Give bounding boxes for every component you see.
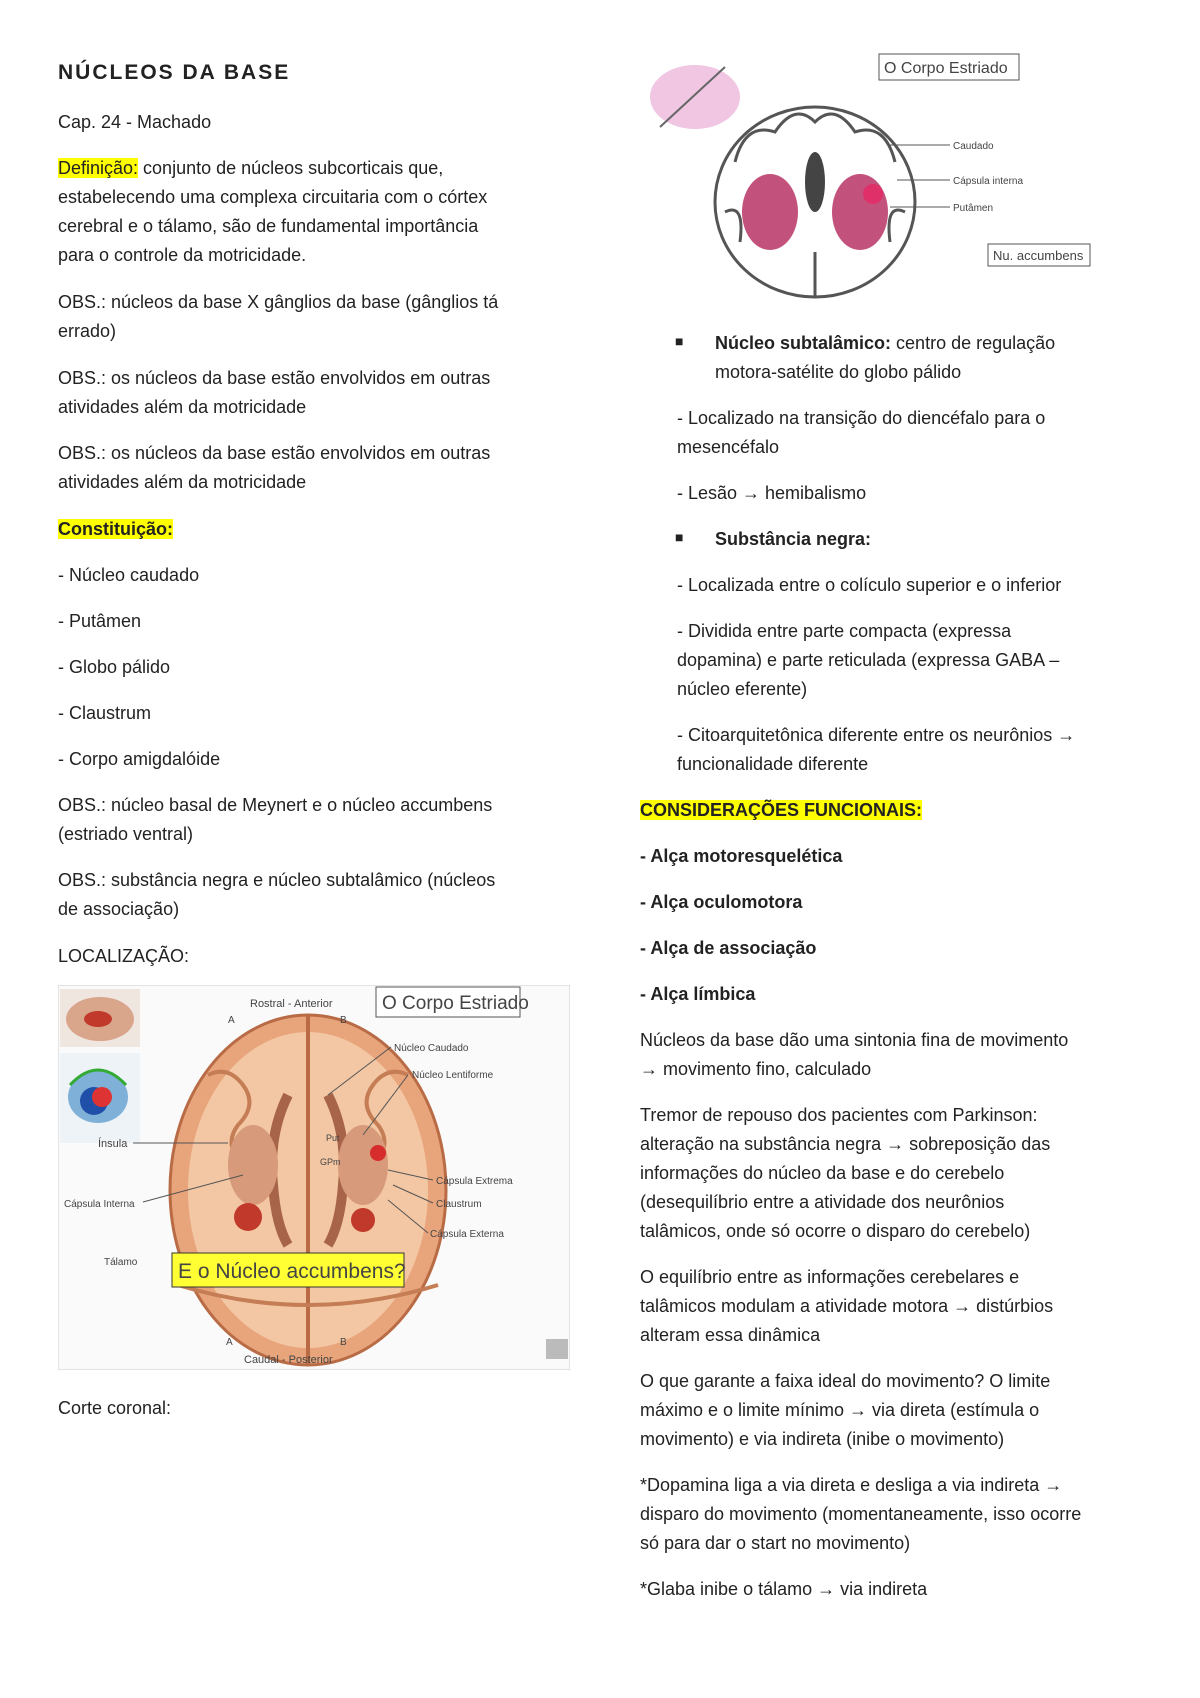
constitution-label: Constituição: (58, 519, 173, 539)
brain-axial-illustration (58, 985, 570, 1370)
obs-line: atividades além da motricidade (58, 472, 307, 492)
definition-label: Definição: (58, 158, 139, 178)
list-item: - Claustrum (58, 703, 152, 723)
paragraph-line: só para dar o start no movimento) (640, 1533, 911, 1553)
subtalamic-text: centro de regulação (891, 333, 1056, 353)
paragraph-line: movimento) e via indireta (inibe o movimento) (640, 1429, 1005, 1449)
figure1-banner: E o Núcleo accumbens? (178, 1260, 406, 1283)
substancia-label: Substância negra: (715, 529, 872, 549)
paragraph-line: O que garante a faixa ideal do movimento? O limite (640, 1371, 1051, 1391)
paragraph-line: O equilíbrio entre as informações cerebelares e (640, 1267, 1020, 1287)
definition-line: cerebral e o tálamo, são de fundamental importância (58, 216, 479, 236)
obs-line: OBS.: núcleos da base X gânglios da base (gânglios tá (58, 292, 499, 312)
paragraph-line: talâmicos modulam a atividade motora → distúrbios (640, 1296, 1054, 1316)
figure1-claustrum: Claustrum (436, 1199, 482, 1210)
figure1-nucleo-caudado: Núcleo Caudado (394, 1043, 469, 1054)
substancia-cito: - Citoarquitetônica diferente entre os neurônios → (677, 725, 1076, 745)
paragraph-line: talâmicos, onde só ocorre o disparo do cerebelo) (640, 1221, 1031, 1241)
square-bullet-icon: ■ (675, 333, 684, 349)
definition-line: estabelecendo uma complexa circuitaria com o córtex (58, 187, 488, 207)
figure1-nucleo-lentiforme: Núcleo Lentiforme (412, 1070, 494, 1081)
figure1-label-b-bottom: B (340, 1337, 347, 1348)
considerations-heading (640, 796, 1160, 825)
list-item: - Núcleo caudado (58, 565, 200, 585)
figure2-capsula-interna: Cápsula interna (953, 176, 1024, 187)
location-heading: LOCALIZAÇÃO: (58, 946, 190, 966)
loop-item: - Alça oculomotora (640, 892, 803, 912)
coronal-heading: Corte coronal: (58, 1398, 172, 1418)
loop-item: - Alça límbica (640, 984, 756, 1004)
figure1-insula: Ínsula (98, 1138, 128, 1150)
figure1-gpm: GPm (320, 1157, 341, 1167)
definition-text: conjunto de núcleos subcorticais que, (138, 158, 444, 178)
brain-axial-figure (58, 985, 570, 1370)
thumbnail-striatum-icon (60, 1053, 140, 1143)
expand-icon (546, 1339, 568, 1359)
brain-orientation-icon (650, 65, 740, 129)
page-title: NÚCLEOS DA BASE (58, 61, 291, 84)
brain-coronal-figure (645, 52, 1095, 307)
definition-line: para o controle da motricidade. (58, 245, 307, 265)
figure1-capsula-extrema: Cápsula Extrema (436, 1176, 513, 1187)
subtalamic-lesion: - Lesão → hemibalismo (677, 483, 867, 503)
subtalamic-location: mesencéfalo (677, 437, 780, 457)
obs-line: (estriado ventral) (58, 824, 194, 844)
coronal-section-illustration (715, 107, 915, 297)
figure1-rostral: Rostral - Anterior (250, 998, 333, 1010)
paragraph-line: (desequilíbrio entre a atividade dos neurônios (640, 1192, 1005, 1212)
list-item: - Putâmen (58, 611, 142, 631)
obs-line: OBS.: núcleo basal de Meynert e o núcleo accumbens (58, 795, 493, 815)
figure2-title: O Corpo Estriado (884, 60, 1008, 77)
figure1-label-a-bottom: A (226, 1337, 233, 1348)
list-item: - Globo pálido (58, 657, 171, 677)
figure1-title: O Corpo Estriado (382, 993, 529, 1014)
loop-item: - Alça de associação (640, 938, 817, 958)
paragraph-line: máximo e o limite mínimo → via direta (estímula o (640, 1400, 1040, 1420)
subtalamic-line (715, 329, 1155, 358)
obs-line: atividades além da motricidade (58, 397, 307, 417)
chapter-reference: Cap. 24 - Machado (58, 112, 212, 132)
definition-line (58, 154, 578, 183)
subtalamic-line: motora-satélite do globo pálido (715, 362, 962, 382)
paragraph-line: informações do núcleo da base e do cerebelo (640, 1163, 1005, 1183)
paragraph-line: *Dopamina liga a via direta e desliga a via indireta → (640, 1475, 1063, 1495)
substancia-division: dopamina) e parte reticulada (expressa GABA – (677, 650, 1060, 670)
paragraph-line: alteram essa dinâmica (640, 1325, 821, 1345)
figure2-putamen: Putâmen (953, 203, 994, 214)
figure1-capsula-interna: Cápsula Interna (64, 1199, 135, 1210)
thumbnail-sagittal-icon (60, 989, 140, 1047)
loop-item: - Alça motoresquelética (640, 846, 843, 866)
list-item: - Corpo amigdalóide (58, 749, 221, 769)
paragraph-line: alteração na substância negra → sobreposição das (640, 1134, 1051, 1154)
figure2-accumbens: Nu. accumbens (993, 248, 1084, 263)
substancia-division: - Dividida entre parte compacta (expressa (677, 621, 1012, 641)
paragraph-line: Núcleos da base dão uma sintonia fina de movimento (640, 1030, 1069, 1050)
figure1-capsula-externa: Cápsula Externa (430, 1229, 504, 1240)
obs-line: de associação) (58, 899, 180, 919)
substancia-cito: funcionalidade diferente (677, 754, 869, 774)
paragraph-line: Tremor de repouso dos pacientes com Parkinson: (640, 1105, 1038, 1125)
figure1-label-b-top: B (340, 1015, 347, 1026)
substancia-division: núcleo eferente) (677, 679, 808, 699)
brain-coronal-illustration (645, 52, 1095, 307)
obs-line: OBS.: os núcleos da base estão envolvidos em outras (58, 443, 491, 463)
figure1-label-a-top: A (228, 1015, 235, 1026)
figure2-caudado: Caudado (953, 141, 994, 152)
obs-line: OBS.: substância negra e núcleo subtalâmico (núcleos (58, 870, 496, 890)
paragraph-line: → movimento fino, calculado (640, 1059, 872, 1079)
square-bullet-icon: ■ (675, 529, 684, 545)
figure1-caudal: Caudal - Posterior (244, 1354, 333, 1366)
paragraph-line: disparo do movimento (momentaneamente, isso ocorre (640, 1504, 1082, 1524)
obs-line: OBS.: os núcleos da base estão envolvidos em outras (58, 368, 491, 388)
substancia-location: - Localizada entre o colículo superior e o inferior (677, 575, 1062, 595)
constitution-heading (58, 515, 578, 544)
obs-line: errado) (58, 321, 117, 341)
paragraph-line: *Glaba inibe o tálamo → via indireta (640, 1579, 928, 1599)
subtalamic-location: - Localizado na transição do diencéfalo para o (677, 408, 1046, 428)
figure1-put: Put (326, 1133, 340, 1143)
figure1-talamo: Tálamo (104, 1257, 138, 1268)
subtalamic-label: Núcleo subtalâmico: (715, 333, 892, 353)
considerations-label: CONSIDERAÇÕES FUNCIONAIS: (640, 800, 923, 820)
